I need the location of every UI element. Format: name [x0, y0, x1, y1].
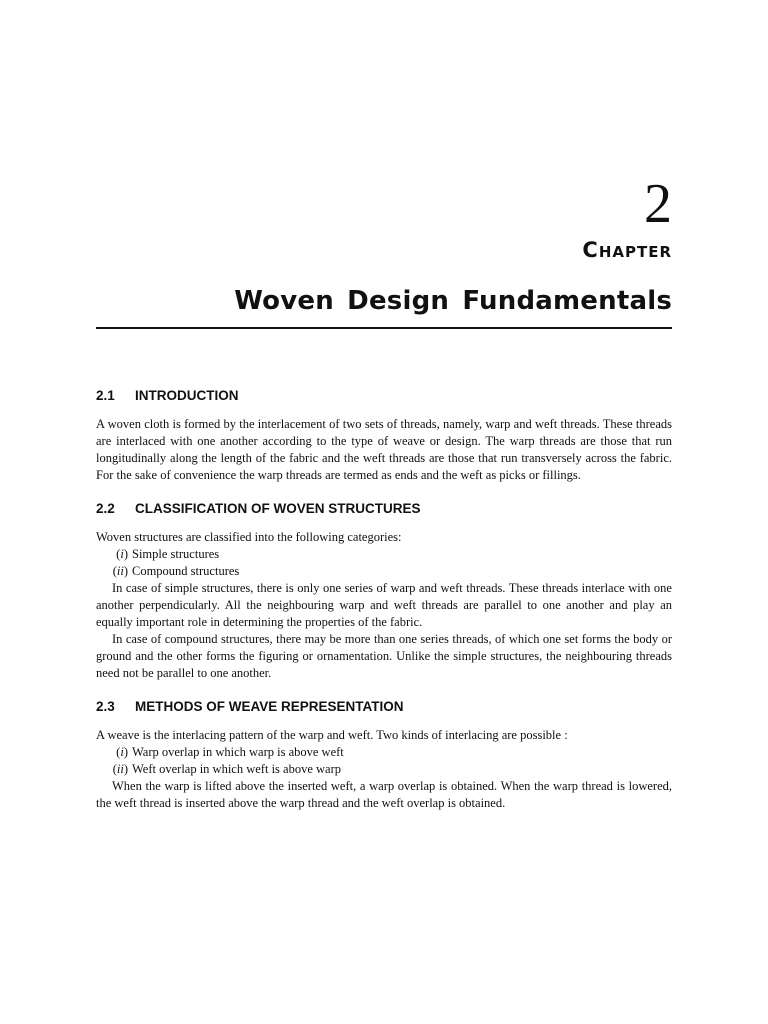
- page-content: [96, 388, 672, 829]
- chapter-label-rest: HAPTER: [598, 243, 672, 261]
- section-number: 2.3: [96, 699, 115, 714]
- chapter-title: Woven Design Fundamentals: [234, 286, 672, 316]
- paragraph: In case of compound structures, there may be more than one series threads, of which one set forms the body or ground and the other forms the figuring or ornamentation. Unlike the simple structures, the neighbouring threads need not be parallel to one another.: [96, 632, 672, 680]
- list-marker: (ii): [112, 564, 128, 578]
- list-text: Warp overlap in which warp is above weft: [132, 745, 344, 759]
- list-marker: (i): [116, 547, 128, 561]
- list-item: [96, 546, 672, 563]
- chapter-number: 2: [644, 173, 672, 235]
- chapter-header: [582, 173, 672, 262]
- section-title: METHODS OF WEAVE REPRESENTATION: [135, 699, 404, 714]
- paragraph: When the warp is lifted above the inserted weft, a warp overlap is obtained. When the warp thread is lowered, the weft thread is inserted above the warp thread and the weft overlap is obtained.: [96, 779, 672, 810]
- title-rule: [96, 327, 672, 329]
- section-title: INTRODUCTION: [135, 388, 239, 403]
- section-introduction: [96, 388, 672, 484]
- section-heading: [96, 501, 672, 516]
- list-text: Compound structures: [132, 564, 240, 578]
- section-number: 2.1: [96, 388, 115, 403]
- section-classification: [96, 501, 672, 682]
- list-marker: (i): [116, 745, 128, 759]
- list-text: Weft overlap in which weft is above warp: [132, 762, 341, 776]
- list-item: [96, 744, 672, 761]
- section-number: 2.2: [96, 501, 115, 516]
- section-weave-representation: [96, 699, 672, 812]
- paragraph-intro: Woven structures are classified into the following categories:: [96, 530, 402, 544]
- list-text: Simple structures: [132, 547, 220, 561]
- section-heading: [96, 699, 672, 714]
- paragraph-intro: A weave is the interlacing pattern of the warp and weft. Two kinds of interlacing are possible :: [96, 728, 568, 742]
- section-heading: [96, 388, 672, 403]
- list-item: [96, 761, 672, 778]
- paragraph: A woven cloth is formed by the interlacement of two sets of threads, namely, warp and weft threads. These threads are interlaced with one another according to the type of weave or design. The warp threads are those that run longitudinally along the length of the fabric and the weft threads are those that run transversely across the fabric. For the sake of convenience the warp threads are termed as ends and the weft as picks or fillings.: [96, 417, 672, 482]
- paragraph: In case of simple structures, there is only one series of warp and weft threads. These threads interlace with one another perpendicularly. All the neighbouring warp and weft threads are parallel to one another and play an equally important role in determining the properties of the fabric.: [96, 581, 672, 629]
- chapter-label-initial: C: [582, 238, 599, 262]
- list-item: [96, 563, 672, 580]
- section-title: CLASSIFICATION OF WOVEN STRUCTURES: [135, 501, 421, 516]
- chapter-label: [582, 238, 672, 262]
- list-marker: (ii): [112, 762, 128, 776]
